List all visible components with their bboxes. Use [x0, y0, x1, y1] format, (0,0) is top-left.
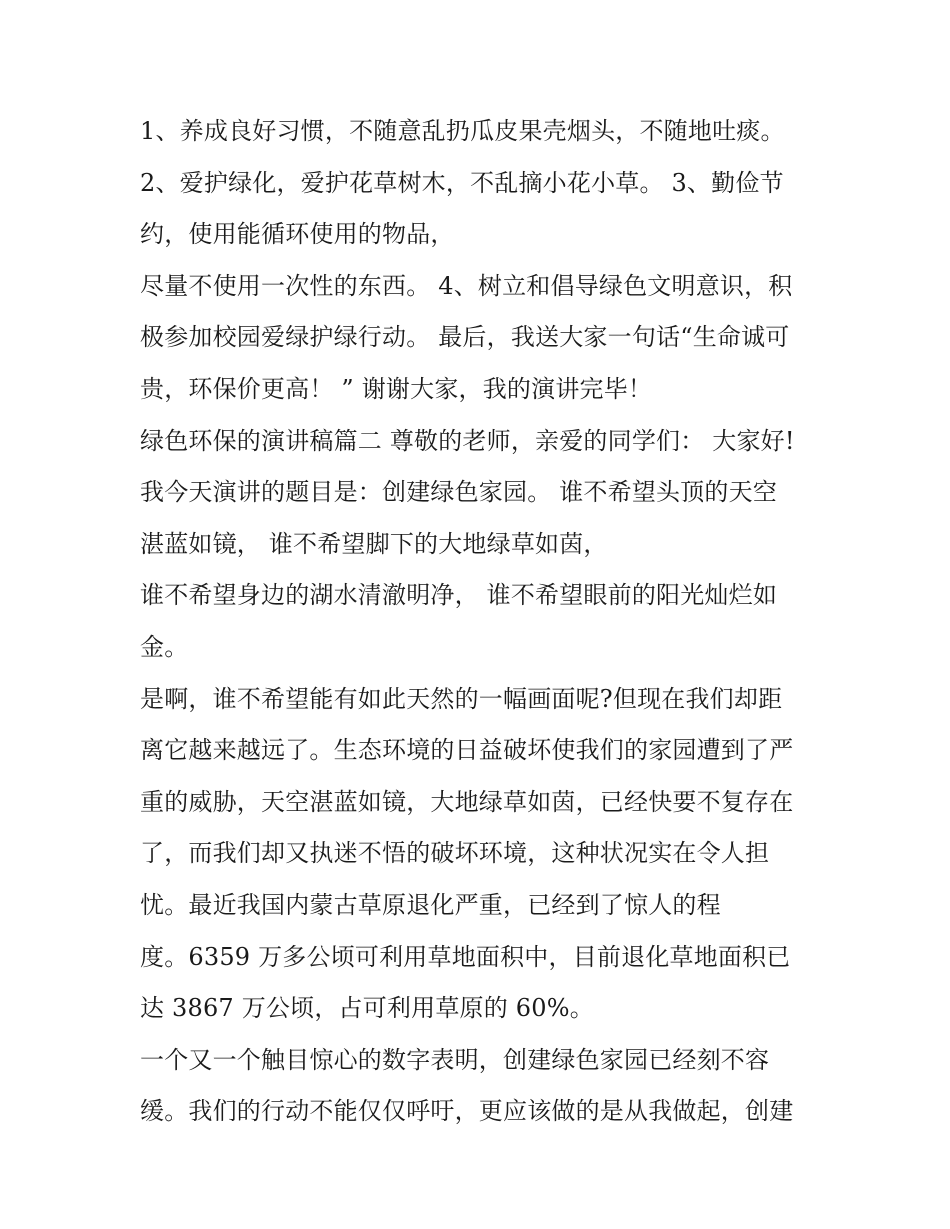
text-line: 贵，环保价更高！ ” 谢谢大家，我的演讲完毕！ [140, 374, 653, 403]
document-body [140, 112, 830, 1144]
text-line: 2、爱护绿化，爱护花草树木，不乱摘小花小草。 3、勤俭节 [140, 168, 784, 197]
text-line: 度。6359 万多公顷可利用草地面积中，目前退化草地面积已 [140, 942, 791, 971]
text-line: 湛蓝如镜， 谁不希望脚下的大地绿草如茵， [140, 529, 608, 558]
text-line: 金。 [140, 632, 189, 661]
text-line: 是啊，谁不希望能有如此天然的一幅画面呢?但现在我们却距 [140, 684, 783, 713]
text-line: 约，使用能循环使用的物品， [140, 220, 455, 249]
text-line: 谁不希望身边的湖水清澈明净， 谁不希望眼前的阳光灿烂如 [140, 581, 778, 610]
text-line: 达 3867 万公顷，占可利用草原的 60%。 [140, 994, 594, 1023]
text-line: 重的威胁，天空湛蓝如镜，大地绿草如茵，已经快要不复存在 [140, 787, 794, 816]
text-line: 离它越来越远了。生态环境的日益破坏使我们的家园遭到了严 [140, 736, 794, 765]
text-line: 我今天演讲的题目是：创建绿色家园。 谁不希望头顶的天空 [140, 478, 778, 507]
text-line: 了，而我们却又执迷不悟的破坏环境，这种状况实在令人担 [140, 839, 770, 868]
text-line: 尽量不使用一次性的东西。 4、树立和倡导绿色文明意识，积 [140, 271, 793, 300]
text-line: 忧。最近我国内蒙古草原退化严重，已经到了惊人的程 [140, 890, 721, 919]
text-line: 1、养成良好习惯，不随意乱扔瓜皮果壳烟头，不随地吐痰。 [140, 117, 785, 145]
text-line: 一个又一个触目惊心的数字表明，创建绿色家园已经刻不容 [140, 1045, 770, 1074]
text-line: 缓。我们的行动不能仅仅呼吁，更应该做的是从我做起，创建 [140, 1097, 794, 1126]
text-line: 绿色环保的演讲稿篇二 尊敬的老师，亲爱的同学们： 大家好! [140, 426, 795, 455]
text-line: 极参加校园爱绿护绿行动。 最后，我送大家一句话“生命诚可 [140, 323, 790, 352]
